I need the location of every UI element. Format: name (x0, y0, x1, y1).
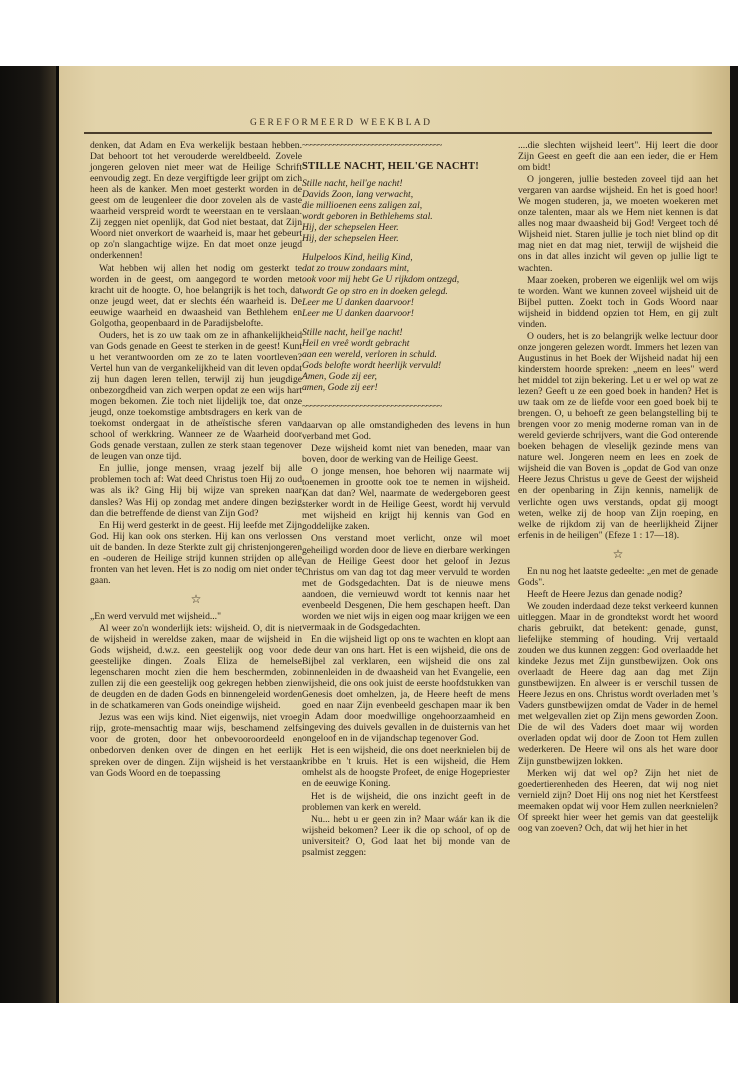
poem-line: Hulpeloos Kind, heilig Kind, (302, 252, 413, 264)
ornament-border-top: ~~~~~~~~~~~~~~~~~~~~~~~~~~~~~~~~~~~~ (302, 140, 442, 150)
paragraph: Ons verstand moet verlicht, onze wil moet geheiligd worden door de lieve en dierbare werkingen van de Heilige Geest door het geloof in Jezus Christus om van dag tot dag meer vervuld te worden met de Godsgedachten. Dat is de nieuwe mens aandoen, die vernieuwd wordt tot kennis naar het evenbeeld Desgenen, Die hem geschapen heeft. Dan worden we niet wijs in eigen oog maar krijgen we een vermaak in de Godsgedachten. (302, 533, 510, 633)
paragraph: O jonge mensen, hoe behoren wij naarmate wij toenemen in grootte ook toe te nemen in wijsheid. Kan dat dan? Wel, naarmate de wedergeboren geest sterker wordt in de Heilige Geest, wordt hij vervuld met wijsheid en krijgt hij kennis van God en goddelijke zaken. (302, 466, 510, 533)
paragraph: Jezus was een wijs kind. Niet eigenwijs, niet vroeg rijp, grote-mensachtig maar wijs, beschamend zelfs voor de groten, door het onbevooroordeeld en onbedorven denken over de dingen en het eerlijk spreken over de dingen. Zijn wijsheid is het verstaan van Gods Woord en de toepassing (90, 712, 302, 779)
poem-stanza-1 (302, 178, 510, 244)
paragraph: ....die slechten wijsheid leert". Hij leert die door Zijn Geest en geeft die aan een ieder, die er Hem om bidt! (518, 140, 718, 174)
paragraph: Nu... hebt u er geen zin in? Maar wáár kan ik die wijsheid bekomen? Leer ik die op school, of op de universiteit? O, God laat het bij monde van de psalmist zeggen: (302, 813, 510, 858)
poem-title: STILLE NACHT, HEIL'GE NACHT! (302, 161, 479, 173)
poem-line: Hij, der schepselen Heer. (302, 233, 399, 245)
poem-line: ook voor mij hebt Ge U rijkdom ontzegd, (302, 274, 460, 286)
paragraph: We zouden inderdaad deze tekst verkeerd kunnen uitleggen. Maar in de grondtekst wordt het woord charis gebruikt, dat betekent: genade, gunst, liefelijke stemming of houding. Vrij vertaald zouden we dus kunnen zeggen: God overlaadde het kindeke Jezus met Zijn gunstbewijzen. Ook ons overlaadt de Heere dag aan dag met Zijn gunstbewijzen. En alweer is er verschil tussen de Heere Jezus en ons. Christus wordt overladen met 's Vaders gunstbewijzen omdat de Vader in de hemel met welgevallen ziet op Zijn mens geworden Zoon. Die de wil des Vaders doet maar wij worden overladen opdat wij door de Zoon tot Hem zullen wederkeren. De Heere wil ons als het ware door Zijn gunstbewijzen lokken. (518, 600, 718, 767)
paragraph: Al weer zo'n wonderlijk iets: wijsheid. O, dit is niet de wijsheid in wereldse zaken, maar de wijsheid in Gods wijsheid, d.w.z. een geestelijk oog voor de geestelijke dingen. Zoals Eliza de hemelse legenscharen mocht zien die hem beschermden, zo zullen zij die een geestelijk oog gekregen hebben zien de deugden en de daden Gods en binnengeleid worden in de schatkameren van Gods oneindige wijsheid. (90, 622, 302, 712)
poem-line: Stille nacht, heil'ge nacht! (302, 326, 403, 338)
poem-line: Gods belofte wordt heerlijk vervuld! (302, 359, 442, 371)
scanned-page (0, 66, 738, 1003)
poem-line: die millioenen eens zaligen zal, (302, 200, 423, 212)
column-1 (90, 140, 302, 780)
poem-line: Hij, der schepselen Heer. (302, 222, 399, 234)
star-divider-icon: ☆ (612, 546, 624, 561)
paragraph: O jongeren, jullie besteden zoveel tijd aan het vergaren van aardse wijsheid. En het is goed hoor! We mogen studeren, ja, we moeten woekeren met onze talenten, maar als we Hem niet kennen is dat alles nog maar dwaasheid bij God! Vergeet toch dé Wijsheid niet. Staren jullie je toch niet blind op dit mag niet en dat mag niet, terwijl de wijsheid die ons in dat alles inzicht wil geven op jullie ligt te wachten. (518, 174, 718, 274)
top-margin (0, 0, 738, 66)
paragraph: O ouders, het is zo belangrijk welke lectuur door onze jongeren gelezen wordt. Immers het lezen van Augustinus in het Boek der Wijsheid nadat hij een kinderstem hoorde spreken: „neem en lees" werd het middel tot zijn bekering. Let u er wel op wat ze lezen? Geeft u ze een goed boek in handen? Het is uw taak om ze de liefde voor een goed boek bij te brengen. O, u behoeft ze geen belangstelling bij te brengen voor zo menig moderne roman van in de wereld gevierde schrijvers, want die God onterende boeken behagen de vleselijk gezinde mens van nature wel. Jongeren neem en lees en zoek de wijsheid die van Boven is „opdat de God van onze Heere Jezus Christus u geve de Geest der wijsheid en der openbaring in Zijn kennis, namelijk de verlichte ogen uws verstands, opdat gij moogt weten, welke zij de hoop van Zijn roeping, en welke de rijkdom zij van de heerlijkheid Zijner erfenis in de heiligen" (Efeze 1 : 17—18). (518, 330, 718, 541)
poem-line: wordt geboren in Bethlehems stal. (302, 211, 433, 223)
paragraph: En nu nog het laatste gedeelte: „en met de genade Gods". (518, 565, 718, 588)
poem-line: Davids Zoon, lang verwacht, (302, 189, 414, 201)
poem-line: Amen, Gode zij eer, (302, 370, 377, 382)
paragraph: Maar zoeken, proberen we eigenlijk wel om wijs te worden. Want we kunnen zoveel wijsheid uit de Bijbel putten. Zoekt toch in Gods Woord naar wijsheid in biddend opzien tot Hem, en gij zult vinden. (518, 274, 718, 330)
poem-line: Stille nacht, heil'ge nacht! (302, 178, 403, 190)
gutter-line (56, 66, 59, 1003)
paragraph: Wat hebben wij allen het nodig om gesterkt te worden in de geest, om aangegord te worden met kracht uit de hoogte. O, hoe belangrijk is het toch, dat onze jeugd weet, dat er slechts één waarheid is. De eeuwige waarheid en dwaasheid van Bethlehem en Golgotha, geopenbaard in de Paradijsbelofte. (90, 262, 302, 329)
column-2 (302, 140, 510, 859)
paragraph: denken, dat Adam en Eva werkelijk bestaan hebben. Dat behoort tot het verouderde wereldbeeld. Zovele jongeren geloven niet meer wat de Heilige Schrift eenvoudig zegt. En deze vergiftigde leer grijpt om zich heen als de kanker. Men moet gesterkt worden in de geest om de leugenleer die door zovelen als de vaste waarheid verspreid wordt te weerstaan en te verslaan. Zij zeggen niet openlijk, dat God niet bestaat, dat Zijn Woord niet onverkort de waarheid is, maar het gebeurt op zo'n slangachtige wijze. En dat moet onze jeugd onderkennen! (90, 140, 302, 262)
paragraph: Heeft de Heere Jezus dan genade nodig? (527, 588, 683, 600)
poem-stanza-2 (302, 252, 510, 318)
star-divider-icon: ☆ (190, 591, 202, 606)
binding-shadow (0, 66, 56, 1003)
poem-line: amen, Gode zij eer! (302, 381, 378, 393)
paragraph: En jullie, jonge mensen, vraag jezelf bij alle problemen toch af: Wat deed Christus toen Hij zo oud was als ik? Ging Hij bij wijze van spreken naar dansles? Was Hij op zondag met andere dingen bezig dan die betreffende de dienst van Zijn God? (90, 463, 302, 519)
poem-line: Heil en vreê wordt gebracht (302, 337, 410, 349)
column-3 (518, 140, 718, 835)
paragraph: Het is een wijsheid, die ons doet neerknielen bij de kribbe en 't kruis. Het is een wijsheid, die Hem omhelst als de hoogste Profeet, de enige Hogepriester en de eeuwige Koning. (302, 745, 510, 790)
paragraph: En die wijsheid ligt op ons te wachten en klopt aan de deur van ons hart. Het is een wijsheid, die ons de Bijbel zal verklaren, een wijsheid die ons zal binnenleiden in de dwaasheid van het Evangelie, een wijsheid, die ons ook juist de eerste hoofdstukken van Genesis doet omhelzen, ja, de Heere heeft de mens goed en naar Zijn evenbeeld geschapen maar ik ben in Adam door moedwillige ongehoorzaamheid en ingeving des duivels gevallen in de duisternis van het ongeloof en in de vijandschap tegenover God. (302, 633, 510, 745)
paragraph: Deze wijsheid komt niet van beneden, maar van boven, door de werking van de Heilige Geest. (302, 443, 510, 466)
poem-line: dat zo trouw zondaars mint, (302, 263, 410, 275)
header-rule (84, 132, 712, 134)
poem-line: wordt Ge op stro en in doeken gelegd. (302, 285, 448, 297)
ornament-border-bottom: ~~~~~~~~~~~~~~~~~~~~~~~~~~~~~~~~~~~~ (302, 400, 442, 411)
paragraph: En Hij werd gesterkt in de geest. Hij leefde met Zijn God. Hij kan ook ons sterken. Hij kan ons verlossen uit de banden. In deze Sterkte zult gij christenjongeren en -ouderen de Heilige strijd kunnen strijden op alle fronten van het leven. Het is zo nodig om niet onder te gaan. (90, 519, 302, 586)
poem-stanza-3 (302, 327, 510, 393)
poem-line: Leer me U danken daarvoor! (302, 307, 414, 319)
bottom-margin (0, 1003, 738, 1068)
section-quote: „En werd vervuld met wijsheid..." (90, 610, 222, 622)
running-head: GEREFORMEERD WEEKBLAD (250, 118, 433, 128)
paragraph: daarvan op alle omstandigheden des levens in hun verband met God. (302, 419, 510, 443)
paragraph: Ouders, het is zo uw taak om ze in afhankelijkheid van Gods genade en Geest te sterken in de geest! Kunt u het verantwoorden om ze zo te laten voortleven? Vertel hun van de vergankelijkheid van dit leven opdat zij hun dagen leren tellen, terwijl zij hun jeugdige onbezorgdheid van zich werpen opdat ze een wijs hart mogen bekomen. Zie toch niet lijdelijk toe, dat onze jeugd, onze toekomstige ambtsdragers en kerk van de toekomst ondergaat in de atheïstische sferen van school of werkkring. Wanneer ze de Waarheid door Gods genade verstaan, zullen ze sterk staan tegenover de leugen van onze tijd. (90, 329, 302, 463)
poem-line: Leer me U danken daarvoor! (302, 296, 414, 308)
paragraph: Merken wij dat wel op? Zijn het niet de goedertierenheden des Heeren, dat wij nog niet vernield zijn? Doet Hij ons nog niet het Kerstfeest meemaken opdat wij voor Hem zullen neerknielen? Of spreekt hier weer het gemis van dat geestelijk oog van zoeven? Och, dat wij het hier in het (518, 767, 718, 834)
poem-line: aan een wereld, verloren in schuld. (302, 348, 437, 360)
paragraph: Het is de wijsheid, die ons inzicht geeft in de problemen van kerk en wereld. (302, 790, 510, 813)
